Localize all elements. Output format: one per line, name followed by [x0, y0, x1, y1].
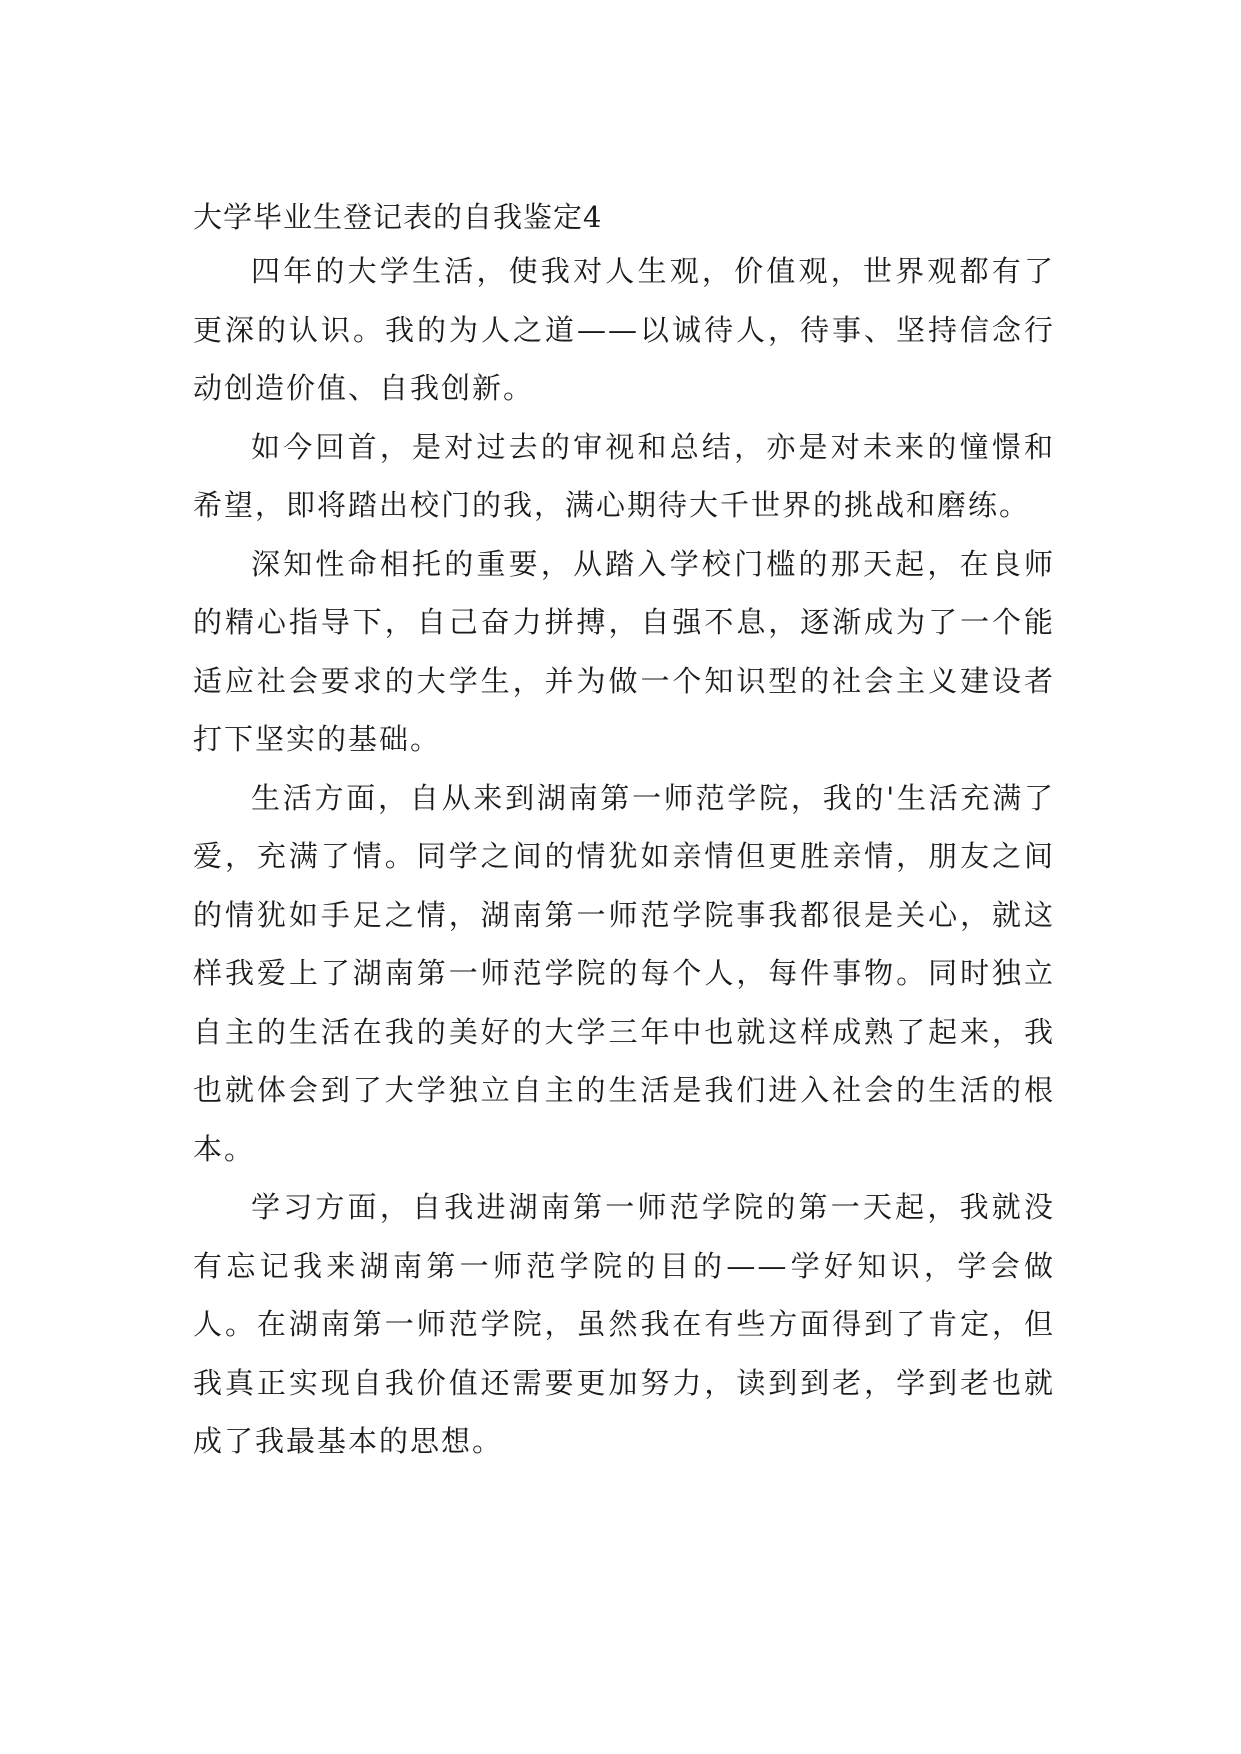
- paragraph-1: 四年的大学生活，使我对人生观，价值观，世界观都有了更深的认识。我的为人之道——以诚待人，待事、坚持信念行动创造价值、自我创新。: [193, 254, 1055, 405]
- paragraph-3: 深知性命相托的重要，从踏入学校门槛的那天起，在良师的精心指导下，自己奋力拼搏，自强不息，逐渐成为了一个能适应社会要求的大学生，并为做一个知识型的社会主义建设者打下坚实的基础。: [193, 546, 1055, 756]
- document-body: [193, 192, 1055, 1471]
- paragraph-5: 学习方面，自我进湖南第一师范学院的第一天起，我就没有忘记我来湖南第一师范学院的目的——学好知识，学会做人。在湖南第一师范学院，虽然我在有些方面得到了肯定，但我真正实现自我价值还需要更加努力，读到到老，学到老也就成了我最基本的思想。: [193, 1190, 1055, 1458]
- document-title: 大学毕业生登记表的自我鉴定4: [193, 200, 603, 234]
- paragraph-4: 生活方面，自从来到湖南第一师范学院，我的'生活充满了爱，充满了情。同学之间的情犹如亲情但更胜亲情，朋友之间的情犹如手足之情，湖南第一师范学院事我都很是关心，就这样我爱上了湖南第一师范学院的每个人，每件事物。同时独立自主的生活在我的美好的大学三年中也就这样成熟了起来，我也就体会到了大学独立自主的生活是我们进入社会的生活的根本。: [193, 780, 1055, 1166]
- paragraph-2: 如今回首，是对过去的审视和总结，亦是对未来的憧憬和希望，即将踏出校门的我，满心期待大千世界的挑战和磨练。: [193, 429, 1055, 522]
